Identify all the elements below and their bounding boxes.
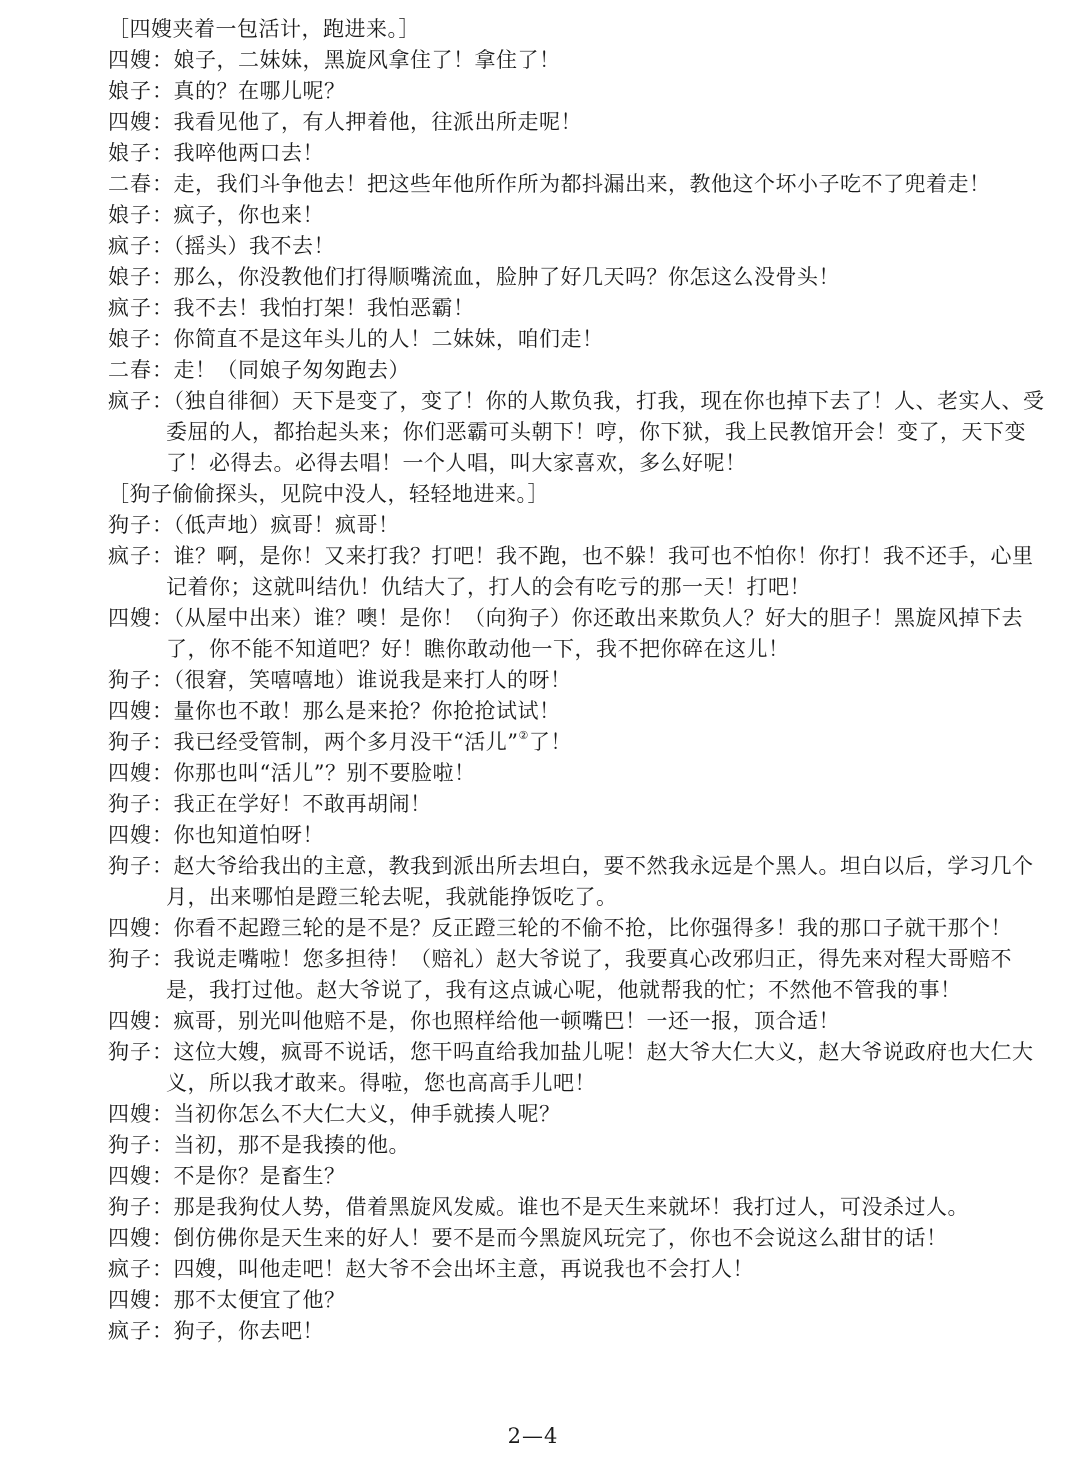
speaker-name: 娘子 — [108, 79, 152, 103]
dialogue-text: 谁？啊，是你！又来打我？打吧！我不跑，也不躲！我可也不怕你！你打！我不还手，心里记着你；这就叫结仇！仇结大了，打人的会有吃亏的那一天！打吧！ — [166, 544, 1034, 599]
dialogue-line — [108, 262, 1046, 293]
dialogue-text: 这位大嫂，疯哥不说话，您干吗直给我加盐儿呢！赵大爷大仁大义，赵大爷说政府也大仁大义，所以我才敢来。得啦，您也高高手儿吧！ — [166, 1040, 1034, 1095]
speaker-separator: ： — [152, 141, 174, 165]
dialogue-text: 走！（同娘子匆匆跑去） — [173, 358, 410, 382]
dialogue-text: 疯子，你也来！ — [173, 203, 324, 227]
dialogue-text: 四嫂，叫他走吧！赵大爷不会出坏主意，再说我也不会打人！ — [173, 1257, 754, 1281]
dialogue-text: 赵大爷给我出的主意，教我到派出所去坦白，要不然我永远是个黑人。坦白以后，学习几个月，出来哪怕是蹬三轮去呢，我就能挣饭吃了。 — [166, 854, 1034, 909]
dialogue-line — [108, 1099, 1046, 1130]
dialogue-text: 那是我狗仗人势，借着黑旋风发威。谁也不是天生来就坏！我打过人，可没杀过人。 — [173, 1195, 969, 1219]
dialogue-text: 我正在学好！不敢再胡闹！ — [173, 792, 432, 816]
dialogue-text: 我看见他了，有人押着他，往派出所走呢！ — [173, 110, 582, 134]
speaker-name: 四嫂 — [108, 1102, 152, 1126]
speaker-name: 狗子 — [108, 1133, 152, 1157]
stage-direction — [108, 479, 1046, 510]
speaker-separator: ： — [152, 1040, 174, 1064]
speaker-separator: ： — [152, 606, 174, 630]
dialogue-text: 我已经受管制，两个多月没干“活儿” — [173, 730, 519, 754]
dialogue-line — [108, 200, 1046, 231]
dialogue-line — [108, 169, 1046, 200]
dialogue-line — [108, 107, 1046, 138]
speaker-separator: ： — [152, 761, 174, 785]
dialogue-text: 你也知道怕呀！ — [173, 823, 324, 847]
speaker-name: 疯子 — [108, 389, 152, 413]
dialogue-text: 量你也不敢！那么是来抢？你抢抢试试！ — [173, 699, 561, 723]
speaker-name: 狗子 — [108, 730, 152, 754]
dialogue-text: （摇头）我不去！ — [173, 234, 335, 258]
dialogue-text: 你那也叫“活儿”？别不要脸啦！ — [173, 761, 476, 785]
speaker-name: 四嫂 — [108, 823, 152, 847]
speaker-separator: ： — [152, 916, 174, 940]
speaker-separator: ： — [152, 296, 174, 320]
dialogue-line — [108, 45, 1046, 76]
speaker-separator: ： — [152, 327, 174, 351]
speaker-name: 娘子 — [108, 327, 152, 351]
speaker-name: 狗子 — [108, 1040, 152, 1064]
speaker-separator: ： — [152, 792, 174, 816]
speaker-separator: ： — [152, 265, 174, 289]
dialogue-line — [108, 1223, 1046, 1254]
speaker-separator: ： — [152, 1164, 174, 1188]
speaker-separator: ： — [152, 1226, 174, 1250]
dialogue-line — [108, 820, 1046, 851]
speaker-separator: ： — [152, 234, 174, 258]
speaker-separator: ： — [152, 1133, 174, 1157]
speaker-name: 四嫂 — [108, 699, 152, 723]
dialogue-line — [108, 1006, 1046, 1037]
speaker-name: 四嫂 — [108, 916, 152, 940]
dialogue-text: 当初，那不是我揍的他。 — [173, 1133, 410, 1157]
dialogue-text: 不是你？是畜生？ — [173, 1164, 346, 1188]
speaker-name: 四嫂 — [108, 110, 152, 134]
dialogue-text: 狗子，你去吧！ — [173, 1319, 324, 1343]
speaker-separator: ： — [152, 1195, 174, 1219]
speaker-name: 狗子 — [108, 1195, 152, 1219]
dialogue-line — [108, 1161, 1046, 1192]
speaker-separator: ： — [152, 79, 174, 103]
dialogue-line — [108, 1037, 1046, 1099]
speaker-name: 四嫂 — [108, 1164, 152, 1188]
dialogue-line — [108, 510, 1046, 541]
dialogue-line — [108, 1316, 1046, 1347]
speaker-separator: ： — [152, 1257, 174, 1281]
dialogue-line — [108, 138, 1046, 169]
speaker-name: 狗子 — [108, 792, 152, 816]
speaker-name: 四嫂 — [108, 48, 152, 72]
dialogue-text-continued: 了！ — [528, 730, 572, 754]
speaker-separator: ： — [152, 203, 174, 227]
dialogue-text: （低声地）疯哥！疯哥！ — [173, 513, 400, 537]
dialogue-line — [108, 1285, 1046, 1316]
footnote-marker: ② — [518, 729, 529, 742]
speaker-separator: ： — [152, 48, 174, 72]
stage-direction — [108, 14, 1046, 45]
speaker-separator: ： — [152, 668, 174, 692]
speaker-name: 娘子 — [108, 265, 152, 289]
dialogue-text: 那不太便宜了他？ — [173, 1288, 346, 1312]
speaker-name: 狗子 — [108, 854, 152, 878]
speaker-separator: ： — [152, 1288, 174, 1312]
speaker-name: 四嫂 — [108, 761, 152, 785]
dialogue-line — [108, 727, 1046, 758]
speaker-separator: ： — [152, 513, 174, 537]
dialogue-line — [108, 231, 1046, 262]
dialogue-text: 疯哥，别光叫他赔不是，你也照样给他一顿嘴巴！一还一报，顶合适！ — [173, 1009, 840, 1033]
speaker-name: 狗子 — [108, 947, 152, 971]
dialogue-text: （从屋中出来）谁？噢！是你！（向狗子）你还敢出来欺负人？好大的胆子！黑旋风掉下去了，你不能不知道吧？好！瞧你敢动他一下，我不把你碎在这儿！ — [166, 606, 1023, 661]
dialogue-text: 当初你怎么不大仁大义，伸手就揍人呢？ — [173, 1102, 561, 1126]
dialogue-line — [108, 1192, 1046, 1223]
speaker-separator: ： — [152, 544, 174, 568]
dialogue-line — [108, 541, 1046, 603]
speaker-name: 四嫂 — [108, 1288, 152, 1312]
speaker-name: 狗子 — [108, 513, 152, 537]
speaker-separator: ： — [152, 172, 174, 196]
speaker-separator: ： — [152, 699, 174, 723]
speaker-name: 疯子 — [108, 544, 152, 568]
dialogue-text: （独自徘徊）天下是变了，变了！你的人欺负我，打我，现在你也掉下去了！人、老实人、受委屈的人，都抬起头来；你们恶霸可头朝下！哼，你下狱，我上民教馆开会！变了，天下变了！必得去。必得去唱！一个人唱，叫大家喜欢，多么好呢！ — [166, 389, 1045, 475]
speaker-separator: ： — [152, 730, 174, 754]
speaker-separator: ： — [152, 823, 174, 847]
speaker-separator: ： — [152, 854, 174, 878]
dialogue-text: 娘子，二妹妹，黑旋风拿住了！拿住了！ — [173, 48, 561, 72]
speaker-separator: ： — [152, 1102, 174, 1126]
dialogue-line — [108, 944, 1046, 1006]
speaker-name: 二春 — [108, 172, 152, 196]
dialogue-text: 倒仿佛你是天生来的好人！要不是而今黑旋风玩完了，你也不会说这么甜甘的话！ — [173, 1226, 948, 1250]
dialogue-text: 真的？在哪儿呢？ — [173, 79, 346, 103]
dialogue-line — [108, 696, 1046, 727]
dialogue-text: 我不去！我怕打架！我怕恶霸！ — [173, 296, 475, 320]
dialogue-line — [108, 386, 1046, 479]
dialogue-text: 走，我们斗争他去！把这些年他所作所为都抖漏出来，教他这个坏小子吃不了兜着走！ — [173, 172, 991, 196]
dialogue-line — [108, 76, 1046, 107]
dialogue-text: 你看不起蹬三轮的是不是？反正蹬三轮的不偷不抢，比你强得多！我的那口子就干那个！ — [173, 916, 1012, 940]
dialogue-line — [108, 1130, 1046, 1161]
speaker-name: 四嫂 — [108, 606, 152, 630]
speaker-separator: ： — [152, 110, 174, 134]
dialogue-line — [108, 324, 1046, 355]
speaker-name: 四嫂 — [108, 1009, 152, 1033]
dialogue-line — [108, 603, 1046, 665]
dialogue-line — [108, 913, 1046, 944]
dialogue-line — [108, 1254, 1046, 1285]
speaker-name: 二春 — [108, 358, 152, 382]
dialogue-text: 你简直不是这年头儿的人！二妹妹，咱们走！ — [173, 327, 604, 351]
dialogue-line — [108, 789, 1046, 820]
speaker-separator: ： — [152, 1319, 174, 1343]
speaker-separator: ： — [152, 947, 174, 971]
speaker-name: 疯子 — [108, 296, 152, 320]
script-body — [108, 14, 1046, 1347]
speaker-name: 疯子 — [108, 234, 152, 258]
dialogue-line — [108, 355, 1046, 386]
speaker-name: 狗子 — [108, 668, 152, 692]
speaker-name: 娘子 — [108, 203, 152, 227]
dialogue-line — [108, 293, 1046, 324]
stage-direction-text: ［四嫂夹着一包活计，跑进来。］ — [108, 17, 420, 41]
dialogue-line — [108, 758, 1046, 789]
speaker-separator: ： — [152, 389, 174, 413]
speaker-name: 疯子 — [108, 1257, 152, 1281]
page-number: 2—4 — [507, 1424, 559, 1448]
dialogue-text: 我说走嘴啦！您多担待！（赔礼）赵大爷说了，我要真心改邪归正，得先来对程大哥赔不是，我打过他。赵大爷说了，我有这点诚心呢，他就帮我的忙；不然他不管我的事！ — [166, 947, 1012, 1002]
speaker-separator: ： — [152, 1009, 174, 1033]
dialogue-line — [108, 851, 1046, 913]
stage-direction-text: ［狗子偷偷探头，见院中没人，轻轻地进来。］ — [108, 482, 549, 506]
speaker-name: 娘子 — [108, 141, 152, 165]
dialogue-text: （很窘，笑嘻嘻地）谁说我是来打人的呀！ — [173, 668, 572, 692]
dialogue-text: 那么，你没教他们打得顺嘴流血，脸肿了好几天吗？你怎这么没骨头！ — [173, 265, 840, 289]
dialogue-line — [108, 665, 1046, 696]
speaker-name: 疯子 — [108, 1319, 152, 1343]
speaker-separator: ： — [152, 358, 174, 382]
speaker-name: 四嫂 — [108, 1226, 152, 1250]
dialogue-text: 我啐他两口去！ — [173, 141, 324, 165]
